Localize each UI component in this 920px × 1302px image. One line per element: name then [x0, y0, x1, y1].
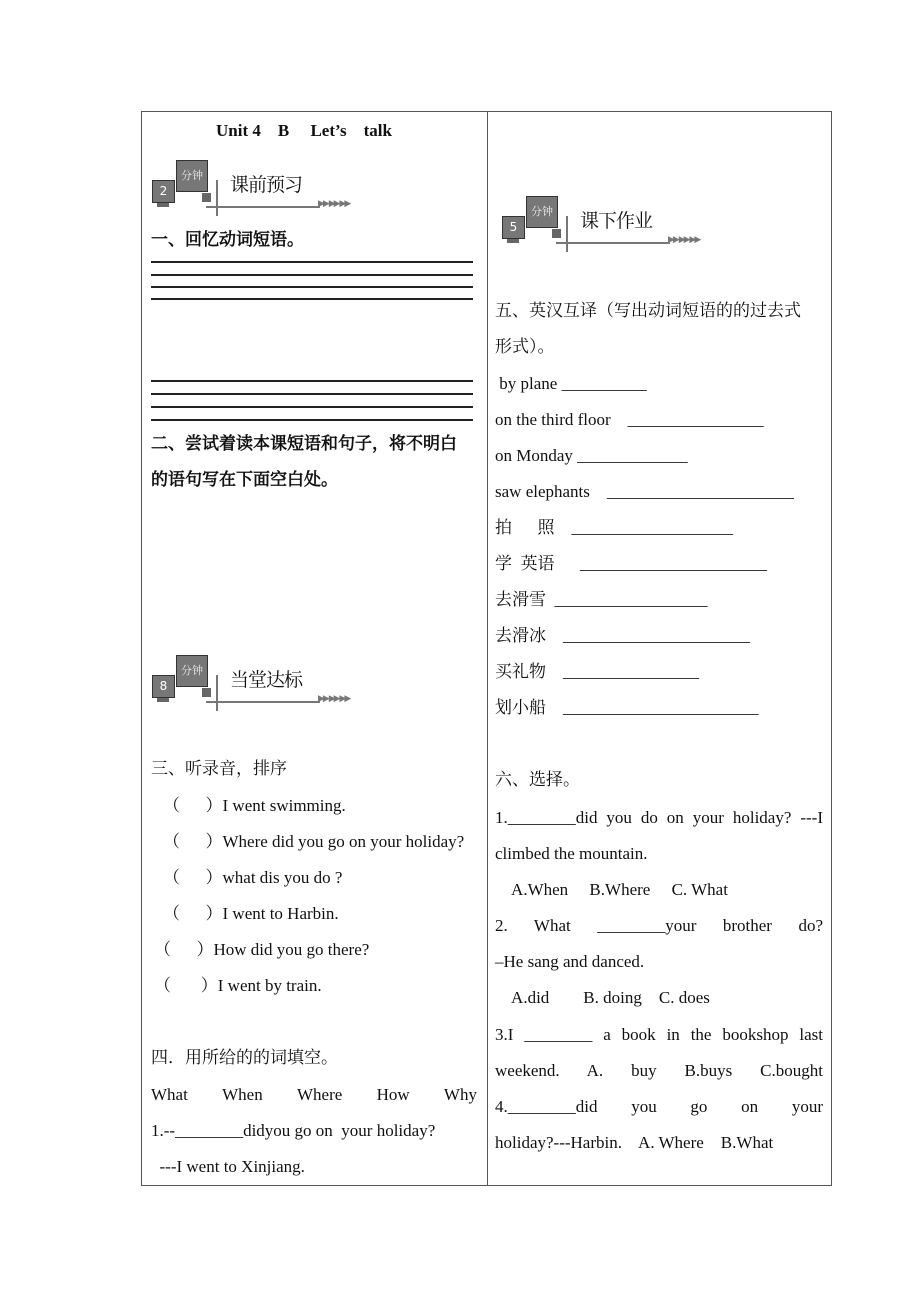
- section-badge-homework: [500, 196, 720, 256]
- section-title: 课前预习: [230, 174, 303, 196]
- ordering-item: （ ）I went swimming.: [163, 796, 346, 815]
- choice-q2-options: A.did B. doing C. does: [495, 988, 710, 1007]
- translate-item: 划小船 _______________________: [495, 698, 759, 717]
- minutes-number: 5: [502, 216, 525, 239]
- choice-q1-options: A.When B.Where C. What: [495, 880, 728, 899]
- choice-q1: 1.________did you do on your holiday? ---I: [495, 808, 823, 827]
- section-badge-inclass: [150, 655, 370, 715]
- word: When: [222, 1085, 263, 1104]
- choice-q3: 3.I ________ a book in the bookshop last: [495, 1025, 823, 1044]
- translate-item: by plane __________: [495, 374, 647, 393]
- translate-item: 买礼物 ________________: [495, 662, 699, 681]
- ordering-item: （ ）I went by train.: [154, 976, 322, 995]
- translate-item: 拍 照 ___________________: [495, 518, 733, 537]
- choice-q4-cont: holiday?---Harbin. A. Where B.What: [495, 1133, 774, 1152]
- section-6-heading: 六、选择。: [495, 770, 580, 789]
- ordering-item: （ ）what dis you do ?: [163, 868, 343, 887]
- minutes-number: 8: [152, 675, 175, 698]
- answer-line: [151, 393, 473, 395]
- answer-line: [151, 286, 473, 288]
- word: What: [151, 1085, 188, 1104]
- section-5-line-2: 形式）。: [495, 337, 555, 356]
- arrow-icon: ▶▶ ▶▶ ▶▶: [318, 199, 350, 209]
- section-5-line-1: 五、英汉互译（写出动词短语的的过去式: [495, 301, 801, 320]
- arrow-icon: ▶▶ ▶▶ ▶▶: [318, 694, 350, 704]
- choice-q4: 4.________did you go on your: [495, 1097, 823, 1116]
- section-title: 课下作业: [580, 210, 653, 232]
- translate-item: on the third floor ________________: [495, 410, 764, 429]
- section-4-heading: 四．用所给的的词填空。: [151, 1048, 338, 1067]
- word: Why: [443, 1085, 477, 1104]
- answer-line: [151, 274, 473, 276]
- translate-item: 学 英语 ______________________: [495, 554, 767, 573]
- translate-item: saw elephants ______________________: [495, 482, 794, 501]
- choice-q2: 2. What ________your brother do?: [495, 916, 823, 935]
- section-2-line-2: 的语句写在下面空白处。: [151, 470, 338, 490]
- translate-item: 去滑冰 ______________________: [495, 626, 750, 645]
- answer-line: [151, 406, 473, 408]
- answer-line: [151, 298, 473, 300]
- minutes-label: 分钟: [176, 160, 208, 192]
- unit-title: Unit 4 B Let’s talk: [216, 121, 392, 140]
- translate-item: 去滑雪 __________________: [495, 590, 708, 609]
- section-2-line-1: 二、尝试着读本课短语和句子，将不明白: [151, 434, 457, 454]
- section-badge-preview: [150, 160, 370, 220]
- ordering-item: （ ）I went to Harbin.: [163, 904, 339, 923]
- choice-q3-cont: weekend. A. buy B.buys C.bought: [495, 1061, 823, 1080]
- arrow-icon: ▶▶ ▶▶ ▶▶: [668, 235, 700, 245]
- column-divider: [487, 111, 488, 1185]
- word: How: [376, 1085, 410, 1104]
- answer-line: [151, 261, 473, 263]
- answer-line: [151, 419, 473, 421]
- answer-line: [151, 380, 473, 382]
- word: Where: [296, 1085, 343, 1104]
- translate-item: on Monday _____________: [495, 446, 688, 465]
- ordering-item: （ ）Where did you go on your holiday?: [163, 832, 465, 851]
- ordering-item: （ ）How did you go there?: [154, 940, 370, 959]
- section-title: 当堂达标: [230, 669, 303, 691]
- minutes-number: 2: [152, 180, 175, 203]
- section-1-heading: 一、回忆动词短语。: [151, 230, 304, 250]
- fill-answer-1: ---I went to Xinjiang.: [151, 1157, 305, 1176]
- minutes-label: 分钟: [176, 655, 208, 687]
- fill-question-1: 1.--________didyou go on your holiday?: [151, 1121, 436, 1140]
- choice-q1-cont: climbed the mountain.: [495, 844, 648, 863]
- choice-q2-cont: –He sang and danced.: [495, 952, 645, 971]
- minutes-label: 分钟: [526, 196, 558, 228]
- section-3-heading: 三、听录音，排序: [151, 759, 287, 778]
- word-bank: [151, 1085, 477, 1105]
